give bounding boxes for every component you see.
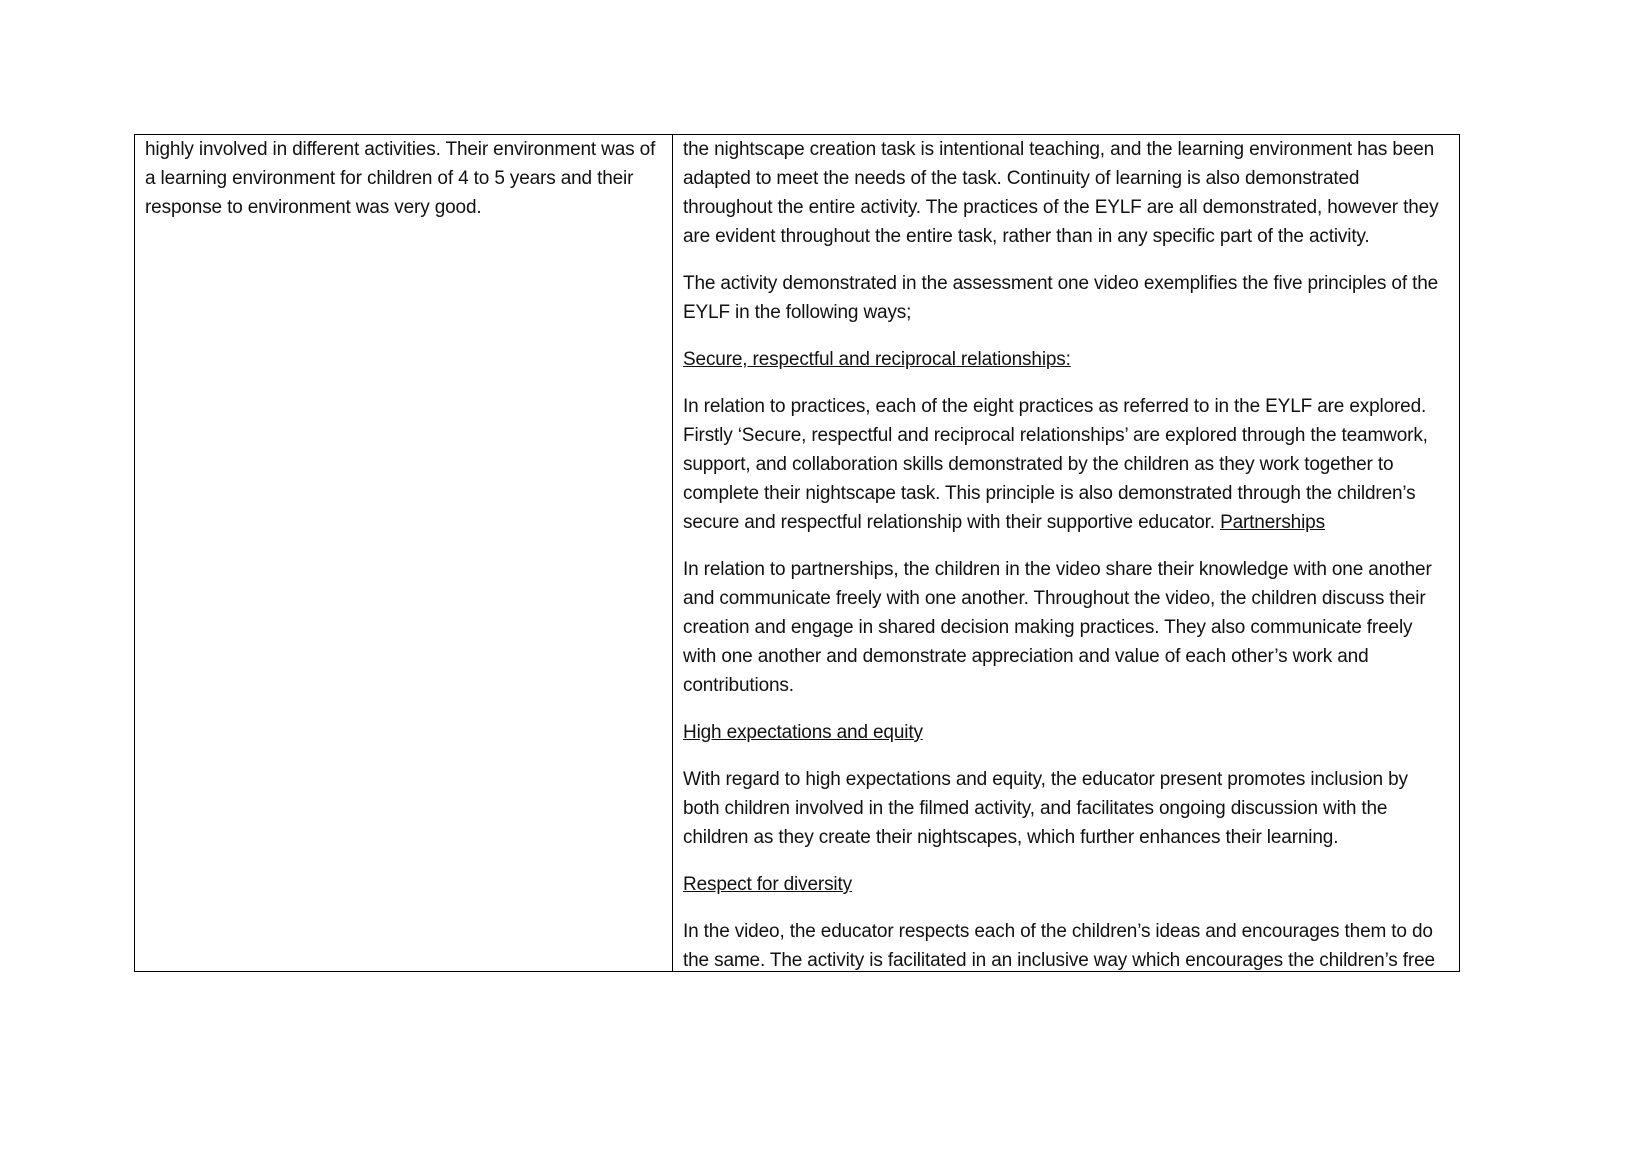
section-body-partnerships: In relation to partnerships, the children in the video share their knowledge with one another and communicate freely with one another. Throughout the video, the children discuss their creation and engage in shared decision making practices. They also communicate freely with one another and demonstrate appreciation and value of each other’s work and contributions. <box>683 559 1432 696</box>
section-heading-high-expectations: High expectations and equity <box>683 722 923 743</box>
section-heading-partnerships: Partnerships <box>1220 512 1325 533</box>
table-cell-left <box>135 135 673 971</box>
section-body-respect-diversity: In the video, the educator respects each of the children’s ideas and encourages them to do the same. The activity is facilitated in an inclusive way which encourages the children’s free <box>683 921 1435 971</box>
section-body-relationships-text: In relation to practices, each of the eight practices as referred to in the EYLF are explored. Firstly ‘Secure, respectful and reciprocal relationships’ are explored through the teamwork, support, and collaboration skills demonstrated by the children as they work together to complete their nightscape task. This principle is also demonstrated through the children’s secure and respectful relationship with their supportive educator. <box>683 396 1428 533</box>
table-cell-right <box>673 135 1459 971</box>
principles-intro-paragraph: The activity demonstrated in the assessment one video exemplifies the five principles of the EYLF in the following ways; <box>683 273 1439 323</box>
section-heading-relationships: Secure, respectful and reciprocal relationships: <box>683 349 1071 370</box>
content-table <box>134 134 1460 972</box>
section-body-relationships <box>683 392 1449 537</box>
section-body-high-expectations: With regard to high expectations and equity, the educator present promotes inclusion by both children involved in the filmed activity, and facilitates ongoing discussion with the children as they create their nightscapes, which further enhances their learning. <box>683 769 1408 848</box>
intro-paragraph: the nightscape creation task is intentional teaching, and the learning environment has been adapted to meet the needs of the task. Continuity of learning is also demonstrated throughout the entire activity. The practices of the EYLF are all demonstrated, however they are evident throughout the entire task, rather than in any specific part of the activity. <box>683 139 1439 247</box>
section-heading-respect-diversity: Respect for diversity <box>683 874 852 895</box>
left-cell-paragraph: highly involved in different activities. Their environment was of a learning environment for children of 4 to 5 years and their response to environment was very good. <box>145 139 656 218</box>
